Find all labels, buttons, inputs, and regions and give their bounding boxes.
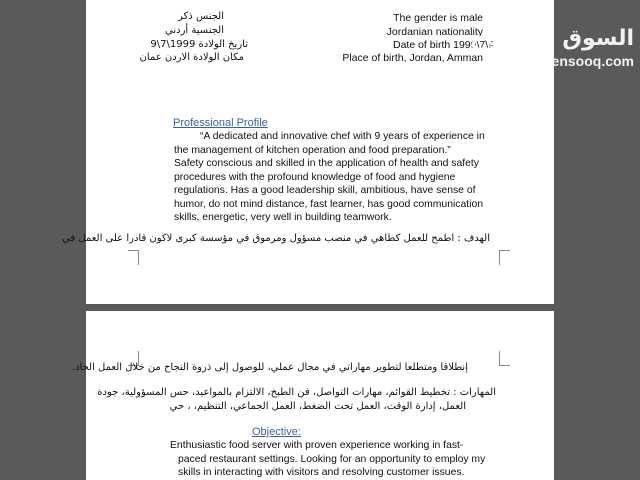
opensooq-watermark [470, 26, 634, 69]
objective-paragraph [170, 439, 485, 480]
profile-line: procedures with the profound knowledge of food and hygiene [174, 171, 456, 183]
arabic-objective-line-2: إنطلاقا ومتطلعا لتطوير مهاراتي في مجال عملي، للوصول إلى ذروة النجاح من خلال العمل الجاد. [71, 362, 468, 373]
margin-mark-bottom-right [499, 250, 510, 265]
objective-line: paced restaurant settings. Looking for an opportunity to employ my [178, 453, 486, 465]
document-page-2 [71, 311, 554, 480]
arabic-skills-line-2: العمل، إدارة الوقت، العمل تحت الضغط، العمل الجماعي، التنظيم، ، حي [169, 401, 466, 412]
arabic-dob: تاريخ الولادة 1999\7\9 [150, 39, 248, 50]
professional-profile-paragraph [174, 130, 485, 225]
arabic-nationality: الجنسية أردني [165, 25, 224, 36]
profile-line: skills, energetic, very well in building teamwork. [174, 212, 392, 223]
english-place-of-birth: Place of birth, Jordan, Amman [342, 52, 483, 64]
profile-line: the management of kitchen operation and food preparation.” [174, 144, 451, 156]
objective-line: Enthusiastic food server with proven experience working in fast- [170, 440, 464, 451]
profile-line: humor, do not mind distance, fast learner, has good communication [174, 198, 484, 210]
arabic-place-of-birth: مكان الولادة الاردن عمان [139, 52, 244, 63]
watermark-english-text: opensooq.com [534, 53, 634, 69]
professional-profile-heading: Professional Profile [173, 117, 268, 129]
arabic-gender: الجنس ذكر [178, 11, 224, 22]
objective-heading: Objective: [252, 426, 301, 438]
objective-line: skills in interacting with visitors and resolving customer issues. [178, 467, 465, 478]
watermark-arabic-text: السوق المفتوح [469, 26, 634, 51]
arabic-objective-line-1: الهدف : اطمح للعمل كطاهي في منصب مسؤول ومرموق في مؤسسة كبرى لاكون قادرا على العمل في [62, 233, 490, 244]
english-gender: The gender is male [393, 12, 483, 24]
margin-mark-top-right [499, 351, 510, 366]
english-nationality: Jordanian nationality [386, 26, 483, 38]
profile-line: “A dedicated and innovative chef with 9 years of experience in [200, 131, 485, 142]
profile-line: regulations. Has a good leadership skill, ambitious, have sense of [174, 185, 476, 196]
margin-mark-bottom-left [128, 250, 139, 265]
arabic-skills-line-1: المهارات : تخطيط القوائم، مهارات التواصل، فن الطبخ، الالتزام بالمواعيد، حس المسؤولية، جودة [97, 387, 496, 398]
english-dob: Date of birth 1999\7\9 [393, 39, 494, 51]
profile-line: Safety conscious and skilled in the application of health and safety [174, 158, 479, 169]
